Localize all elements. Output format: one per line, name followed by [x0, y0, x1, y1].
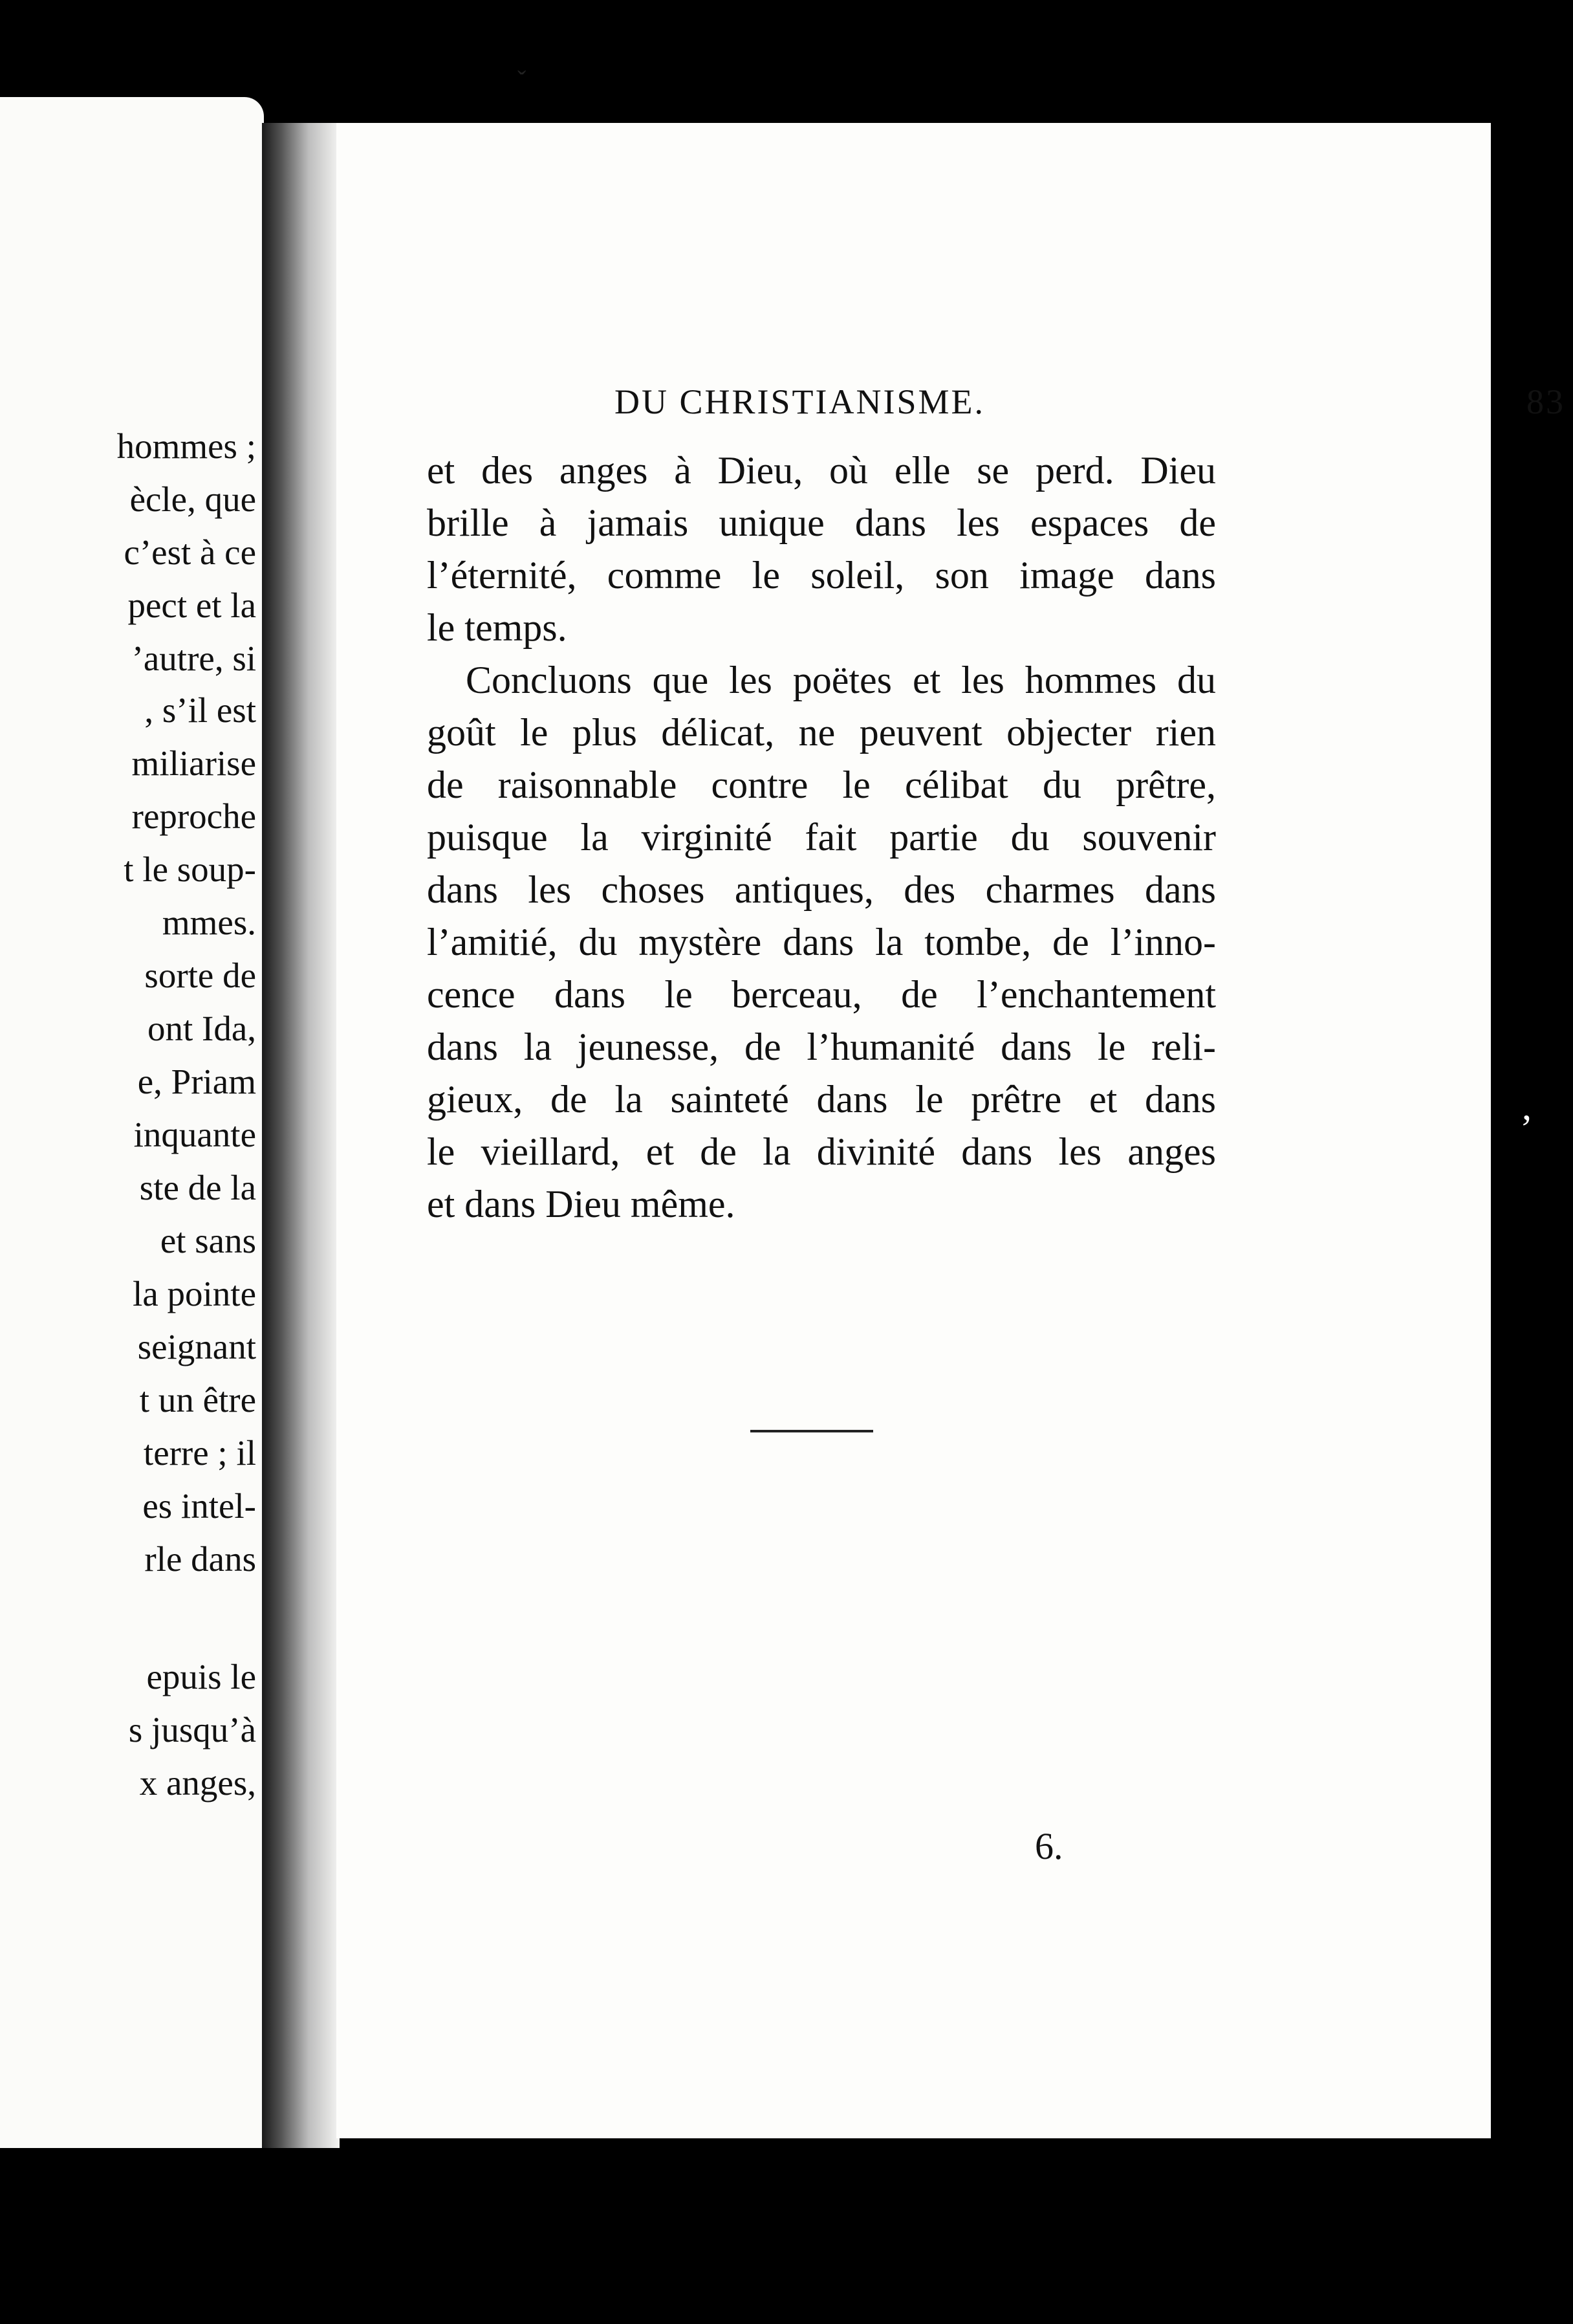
left-page-line: t le soup-	[124, 850, 256, 889]
left-page	[0, 97, 264, 2148]
body-line: goût le plus délicat, ne peuvent objecter rien	[427, 711, 1216, 754]
left-page-line: x anges,	[139, 1763, 256, 1803]
left-page-line: mmes.	[162, 903, 256, 942]
left-page-line: , s’il est	[144, 690, 256, 730]
body-line: puisque la virginité fait partie du souvenir	[427, 816, 1216, 859]
body-line: le temps.	[427, 606, 567, 649]
left-page-line: hommes ;	[116, 426, 256, 466]
body-line: de raisonnable contre le célibat du prêtre,	[427, 763, 1216, 806]
body-line: le vieillard, et de la divinité dans les anges	[427, 1130, 1216, 1173]
left-page-line: ont Ida,	[147, 1009, 256, 1048]
left-page-line: c’est à ce	[124, 532, 256, 572]
book-gutter	[262, 123, 340, 2148]
left-page-line: reproche	[131, 796, 256, 836]
left-page-line: terre ; il	[143, 1433, 256, 1473]
body-line: brille à jamais unique dans les espaces de	[427, 501, 1216, 544]
margin-mark: ˇ	[517, 65, 526, 94]
section-rule	[750, 1430, 873, 1432]
left-page-line: e, Priam	[137, 1062, 256, 1101]
signature-mark: 6.	[1035, 1825, 1063, 1867]
body-line: Concluons que les poëtes et les hommes du	[466, 659, 1216, 701]
left-page-line: t un être	[139, 1380, 256, 1420]
left-page-line: seignant	[137, 1327, 256, 1366]
left-page-line: la pointe	[133, 1274, 256, 1313]
running-title: DU CHRISTIANISME.	[614, 382, 986, 421]
body-line: et des anges à Dieu, où elle se perd. Dieu	[427, 449, 1216, 492]
left-page-line: pect et la	[127, 586, 256, 625]
right-page	[336, 123, 1565, 2138]
body-line: et dans Dieu même.	[427, 1183, 735, 1225]
body-line: dans la jeunesse, de l’humanité dans le reli-	[427, 1025, 1216, 1068]
body-line: gieux, de la sainteté dans le prêtre et dans	[427, 1078, 1216, 1121]
left-page-line: inquante	[133, 1115, 256, 1154]
body-line: cence dans le berceau, de l’enchantement	[427, 973, 1216, 1016]
left-page-line: ste de la	[139, 1168, 256, 1207]
edge-mark: ʼ	[1520, 1107, 1533, 1150]
left-page-line: es intel-	[142, 1486, 256, 1526]
page-number: 83	[1526, 382, 1565, 421]
left-page-line: rle dans	[144, 1539, 256, 1579]
body-line: l’amitié, du mystère dans la tombe, de l’inno-	[427, 921, 1216, 963]
body-line: l’éternité, comme le soleil, son image dans	[427, 554, 1216, 597]
left-page-line: epuis le	[146, 1657, 256, 1696]
left-page-line: sorte de	[144, 956, 256, 995]
left-page-line: ècle, que	[129, 479, 256, 519]
left-page-line: et sans	[160, 1221, 256, 1260]
left-page-line: ’autre, si	[131, 639, 256, 678]
body-line: dans les choses antiques, des charmes dans	[427, 868, 1216, 911]
left-page-line: miliarise	[131, 743, 256, 783]
left-page-line: s jusqu’à	[128, 1710, 256, 1749]
